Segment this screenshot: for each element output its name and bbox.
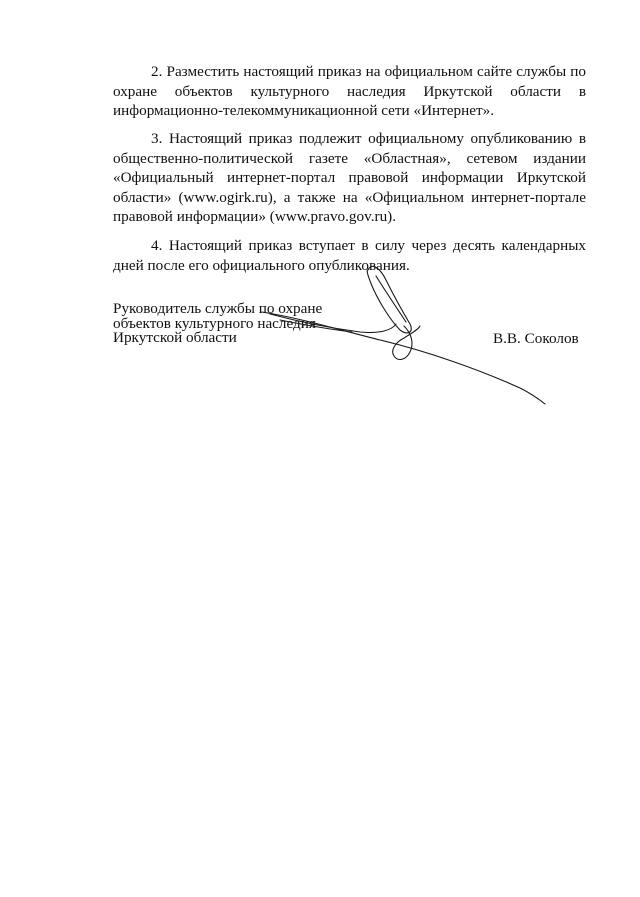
paragraph-line: правовой информации» (www.pravo.gov.ru).: [113, 208, 397, 225]
paragraph-line: общественно-политической газете «Областная», сетевом издании: [113, 149, 586, 167]
paragraph-line: информационно-телекоммуникационной сети «Интернет».: [113, 102, 495, 119]
paragraph-line: охране объектов культурного наследия Иркутской области в: [113, 82, 586, 100]
paragraph-line: области» (www.ogirk.ru), а также на «Официальном интернет-портале: [113, 188, 586, 206]
paragraph-line: 2. Разместить настоящий приказ на официальном сайте службы по: [151, 63, 586, 80]
paragraph-3: [113, 129, 586, 227]
paragraph-line: 3. Настоящий приказ подлежит официальному опубликованию в: [151, 130, 586, 147]
position-line: Иркутской области: [113, 329, 237, 346]
paragraph-line: 4. Настоящий приказ вступает в силу через десять календарных: [151, 237, 586, 254]
signatory-position: [113, 302, 322, 346]
position-line: объектов культурного наследия: [113, 314, 316, 332]
paragraph-line: «Официальный интернет-портал правовой информации Иркутской: [113, 169, 586, 186]
paragraph-line: дней после его официального опубликования.: [113, 256, 410, 274]
position-line: Руководитель службы по охране: [113, 300, 323, 317]
signer-name: В.В. Соколов: [493, 330, 579, 347]
paragraph-4: [113, 236, 586, 275]
paragraph-2: [113, 62, 586, 121]
